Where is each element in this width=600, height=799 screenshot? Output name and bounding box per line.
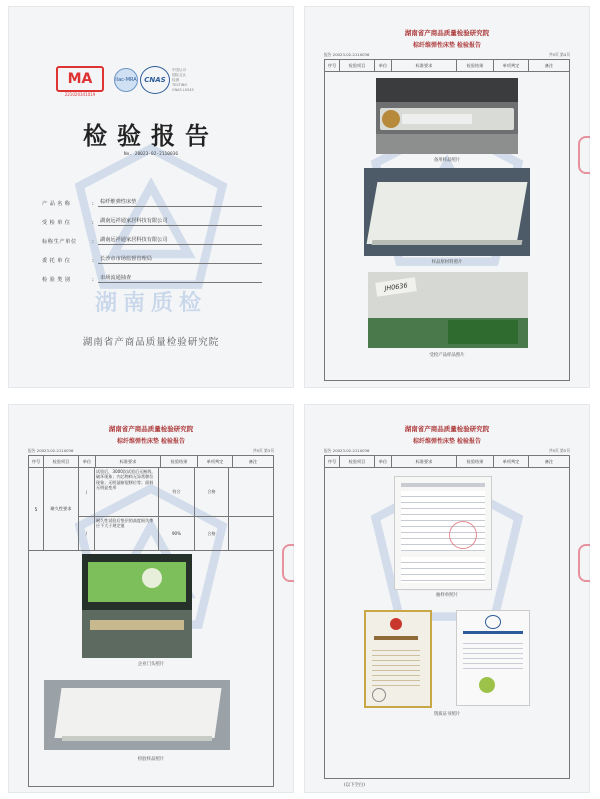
- table-header: 序号 检验项目 单位 标准要求 检验结果 单项判定 备注: [325, 60, 569, 72]
- cnas-subtext: 中国认可 国际互认 检测 TESTING CNAS L0543: [172, 68, 194, 92]
- sampling-form-photo: [394, 476, 492, 590]
- ilac-logo: ilac-MRA: [114, 68, 138, 92]
- report-title: 检验报告: [83, 121, 219, 150]
- info-row-inspected-unit: 受检单位 : 湖南远祥通家居科技有限公司: [42, 207, 262, 226]
- raw-material-caption: 样品原材料照片: [431, 260, 463, 265]
- report-page-photos-1: 湖南省产商品质量检验研究院 棕纤维弹性床垫 检验报告 报告 20023-02-2110036 共5页 第4页 序号 检验项目 单位 标准要求 检验结果 单项判定 备注 备用样品照片 样品原材料照片 JH0636 受检产品样品照片: [304, 6, 590, 388]
- result-subrow-1: / 试验后，3000次试验后无断线、破坏现象；内芯物料无异常移位现象；无明显断裂移位等；面料无明显变形 符合 合格: [79, 468, 273, 517]
- qualification-caption: 资质证书照片: [433, 712, 461, 717]
- result-subrow-2: / 耐久性试验后垫层的高度损失率应不大于规定值 90% 合格: [79, 517, 273, 550]
- qualification-certificate-cnas-photo: [456, 610, 530, 706]
- storefront-caption: 企业门头照片: [137, 662, 165, 667]
- inspected-sample-caption: 受检产品样品照片: [429, 353, 465, 358]
- report-page-photos-2: 湖南省产商品质量检验研究院 棕纤维弹性床垫 检验报告 报告 20023-02-2110036 共5页 第5页 序号 检验项目 单位 标准要求 检验结果 单项判定 备注 抽样单照片 资质证书照片 (以下空白): [304, 404, 590, 793]
- report-number: No. 20023-02-2110036: [123, 152, 179, 157]
- header-institute: 湖南省产商品质量检验研究院: [108, 425, 194, 433]
- header-report-title: 棕纤维弹性床垫 检验报告: [412, 42, 482, 49]
- header-report-title: 棕纤维弹性床垫 检验报告: [116, 438, 186, 445]
- spare-sample-photo: [376, 78, 518, 154]
- header-institute: 湖南省产商品质量检验研究院: [404, 29, 490, 37]
- report-cover-page: [8, 6, 294, 388]
- sample-caption: 检验样品照片: [137, 757, 165, 762]
- cnas-logo: CNAS: [140, 66, 170, 94]
- info-row-product: 产品名称 : 棕纤维弹性床垫: [42, 188, 262, 207]
- info-row-client: 委托单位 : 长沙市市场监督管理局: [42, 245, 262, 264]
- header-institute: 湖南省产商品质量检验研究院: [404, 425, 490, 433]
- info-row-manufacturer: 标称生产单位 : 湖南远祥通家居科技有限公司: [42, 226, 262, 245]
- report-page-results: 湖南省产商品质量检验研究院 棕纤维弹性床垫 检验报告 报告 20023-02-2110036 共5页 第3页 序号 检验项目 单位 标准要求 检验结果 单项判定 备注 5 耐久性要求 / 试验后，3000次试验后无断线、破坏现象；内芯物料无异常移位现象；无明显断裂移位等；面料无明显变形 符合 合格 / 耐久性试验后垫层的高度损失率应不大于规定值 90% 合格 企业门头照片 检验样品照片: [8, 404, 294, 793]
- header-report-title: 棕纤维弹性床垫 检验报告: [412, 438, 482, 445]
- info-row-category: 检验类别 : 市场流通抽查: [42, 264, 262, 283]
- cma-code: 221020341019: [64, 92, 96, 97]
- seal-stamp-edge: [282, 544, 294, 582]
- seal-stamp-edge: [578, 544, 590, 582]
- sampling-form-caption: 抽样单照片: [436, 593, 458, 598]
- qualification-certificate-cn-photo: [364, 610, 432, 708]
- sample-photo: [44, 680, 230, 750]
- company-storefront-photo: [82, 554, 192, 658]
- raw-material-photo: [364, 168, 530, 256]
- report-info-list: [42, 188, 262, 283]
- watermark-text: 湖南质检: [94, 290, 207, 316]
- sample-tag: JH0636: [375, 277, 417, 296]
- institute-name: 湖南省产商品质量检验研究院: [82, 337, 220, 348]
- blank-below-note: (以下空白): [344, 783, 365, 788]
- spare-sample-caption: 备用样品照片: [433, 158, 461, 163]
- result-row: 5 耐久性要求 / 试验后，3000次试验后无断线、破坏现象；内芯物料无异常移位现象；无明显断裂移位等；面料无明显变形 符合 合格 / 耐久性试验后垫层的高度损失率应不大于规定值 90% 合格: [29, 468, 273, 551]
- inspected-sample-photo: [368, 272, 528, 348]
- seal-stamp-edge: [578, 136, 590, 174]
- table-header: 序号 检验项目 单位 标准要求 检验结果 单项判定 备注: [29, 456, 273, 468]
- certification-logos: [56, 66, 256, 96]
- cma-logo: MA: [56, 66, 104, 92]
- table-header: 序号 检验项目 单位 标准要求 检验结果 单项判定 备注: [325, 456, 569, 468]
